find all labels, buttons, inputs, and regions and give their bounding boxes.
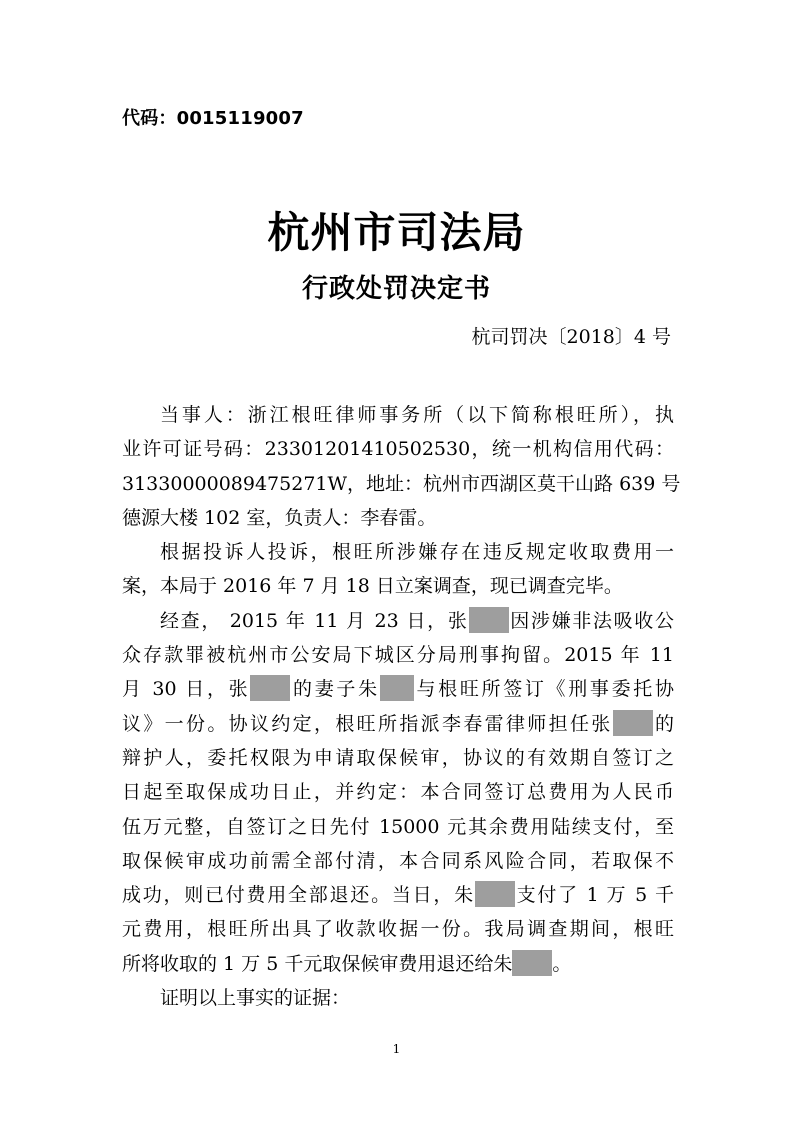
redaction-box bbox=[512, 950, 552, 976]
text-line: 31330000089475271W，地址：杭州市西湖区莫干山路 639 号 bbox=[122, 472, 681, 495]
document-number: 杭司罚决〔2018〕4 号 bbox=[471, 326, 671, 348]
redaction-box bbox=[475, 881, 515, 907]
redaction-box bbox=[380, 675, 414, 701]
redaction-box bbox=[250, 675, 290, 701]
text-line: 德源大楼 102 室，负责人：李春雷。 bbox=[122, 506, 437, 529]
document-subtitle: 行政处罚决定书 bbox=[301, 274, 491, 304]
redaction-box bbox=[613, 710, 653, 736]
document-code: 代码：0015119007 bbox=[122, 108, 304, 129]
paragraph-case-filing bbox=[122, 535, 674, 604]
text-line: 当事人：浙江根旺律师事务所（以下简称根旺所），执 bbox=[160, 404, 674, 426]
paragraph-party bbox=[122, 398, 681, 535]
text-line: 证明以上事实的证据： bbox=[160, 987, 351, 1010]
text-line: 取保候审成功前需全部付清，本合同系风险合同，若取保不 bbox=[122, 849, 674, 872]
page-number: 1 bbox=[392, 1042, 401, 1056]
text-line: 根据投诉人投诉，根旺所涉嫌存在违反规定收取费用一 bbox=[160, 541, 674, 564]
paragraph-evidence-intro bbox=[122, 981, 674, 1015]
text-line: 经查， 2015 年 11 月 23 日，张 因涉嫌非法吸收公 bbox=[122, 604, 674, 638]
text-line: 成功，则已付费用全部退还。当日，朱 支付了 1 万 5 千 bbox=[122, 878, 674, 912]
text-line: 案，本局于 2016 年 7 月 18 日立案调查，现已调查完毕。 bbox=[122, 575, 623, 598]
document-body bbox=[122, 398, 681, 1015]
text-line: 伍万元整，自签订之日先付 15000 元其余费用陆续支付，至 bbox=[122, 815, 674, 838]
text-line: 众存款罪被杭州市公安局下城区分局刑事拘留。2015 年 11 bbox=[122, 644, 674, 667]
text-line: 月 30 日，张 的妻子朱 与根旺所签订《刑事委托协 bbox=[122, 672, 674, 706]
text-line: 辩护人，委托权限为申请取保候审，协议的有效期自签订之 bbox=[122, 746, 674, 769]
text-line: 所将收取的 1 万 5 千元取保候审费用退还给朱 。 bbox=[122, 947, 674, 981]
text-line: 业许可证号码：23301201410502530，统一机构信用代码： bbox=[122, 438, 674, 461]
page-title: 杭州市司法局 bbox=[267, 208, 526, 257]
text-line: 日起至取保成功日止，并约定：本合同签订总费用为人民币 bbox=[122, 781, 674, 804]
redaction-box bbox=[469, 607, 509, 633]
text-line: 议》一份。协议约定，根旺所指派李春雷律师担任张 的 bbox=[122, 707, 674, 741]
text-line: 元费用，根旺所出具了收款收据一份。我局调查期间，根旺 bbox=[122, 918, 674, 941]
paragraph-findings bbox=[122, 604, 674, 981]
